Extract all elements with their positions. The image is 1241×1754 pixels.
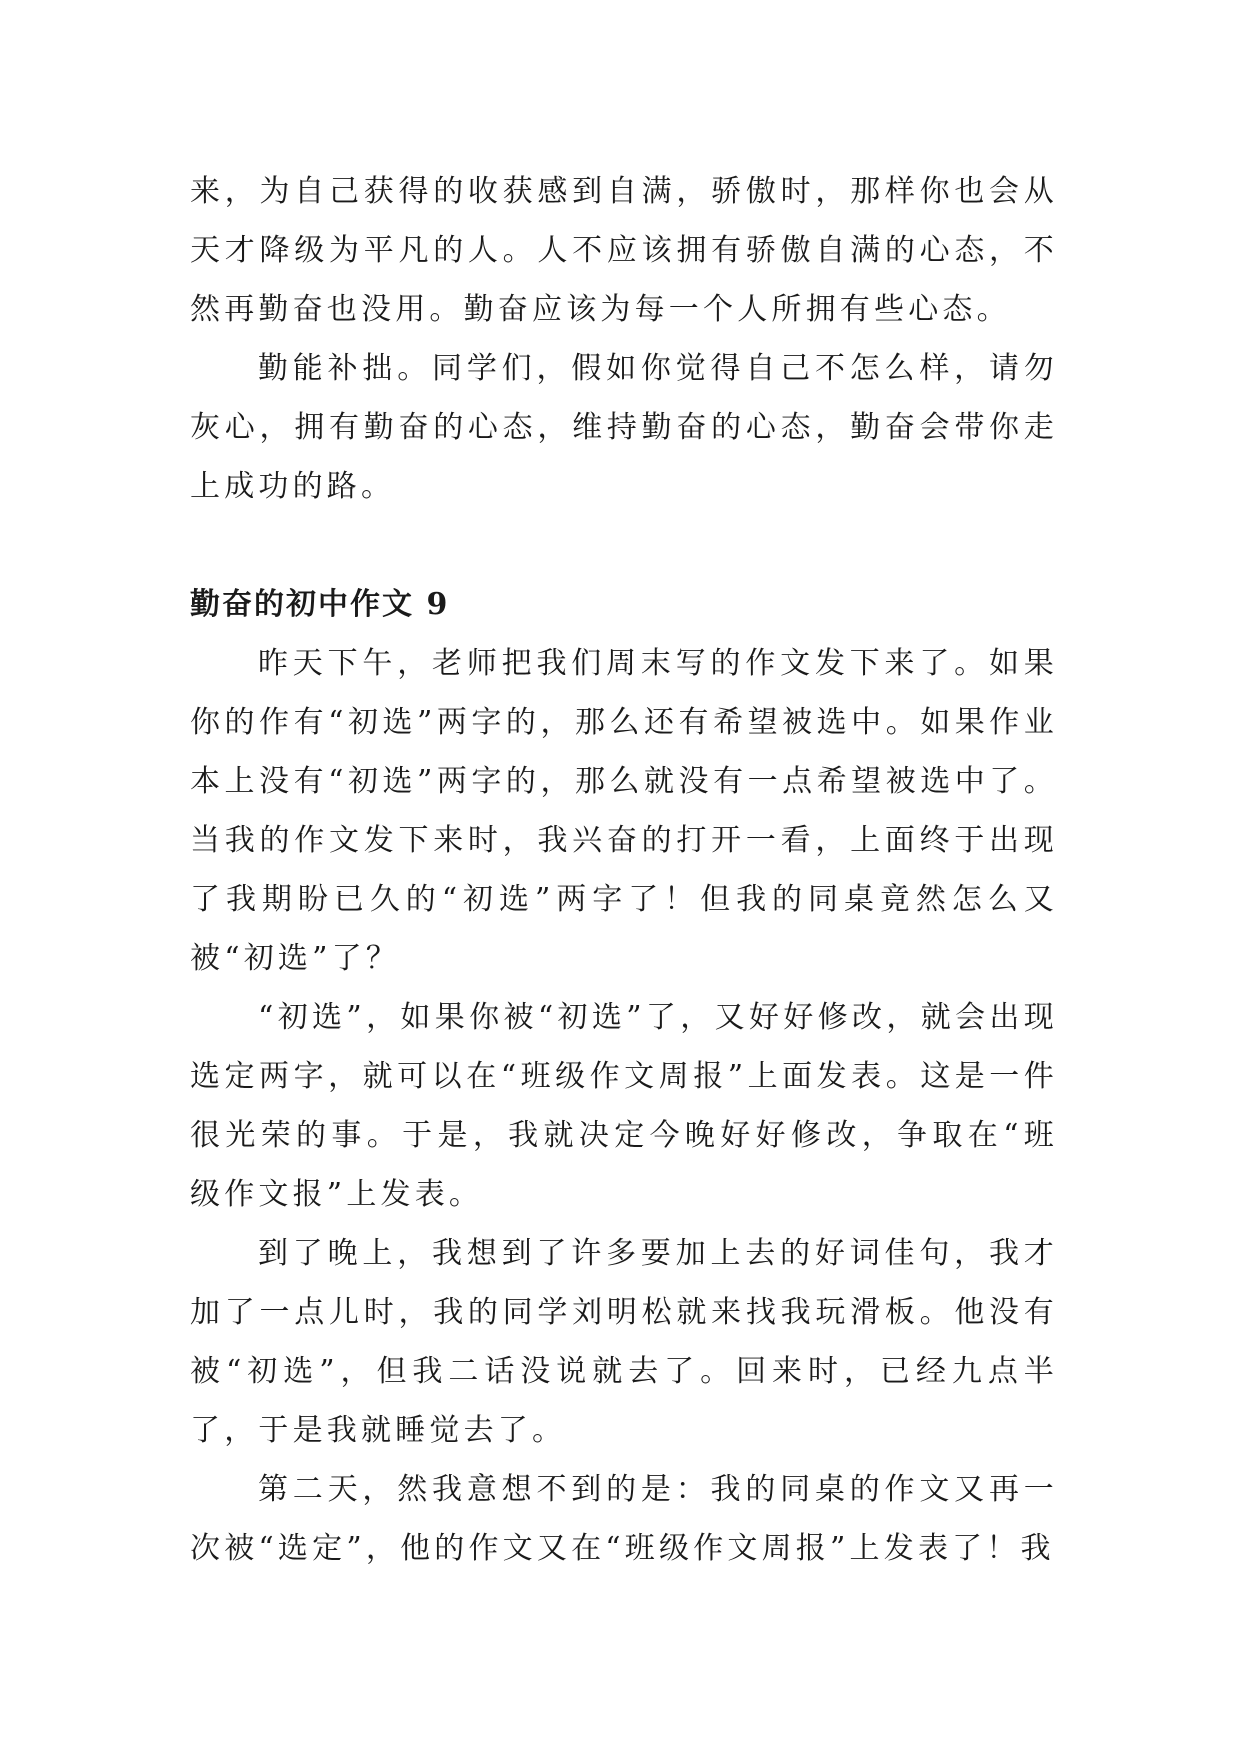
continuation-paragraph: 来，为自己获得的收获感到自满，骄傲时，那样你也会从天才降级为平凡的人。人不应该拥有骄傲自满的心态，不然再勤奋也没用。勤奋应该为每一个人所拥有些心态。 — [190, 174, 1058, 327]
section-title: 勤奋的初中作文 9 — [190, 587, 450, 622]
continuation-paragraph: 勤能补拙。同学们，假如你觉得自己不怎么样，请勿灰心，拥有勤奋的心态，维持勤奋的心态，勤奋会带你走上成功的路。 — [190, 351, 1058, 504]
body-paragraph: 到了晚上，我想到了许多要加上去的好词佳句，我才加了一点儿时，我的同学刘明松就来找我玩滑板。他没有被“初选”，但我二话没说就去了。回来时，已经九点半了，于是我就睡觉去了。 — [190, 1236, 1058, 1448]
body-paragraph: 昨天下午，老师把我们周末写的作文发下来了。如果你的作有“初选”两字的，那么还有希望被选中。如果作业本上没有“初选”两字的，那么就没有一点希望被选中了。当我的作文发下来时，我兴奋的打开一看，上面终于出现了我期盼已久的“初选”两字了！但我的同桌竟然怎么又被“初选”了？ — [190, 646, 1058, 976]
body-paragraph: “初选”，如果你被“初选”了，又好好修改，就会出现选定两字，就可以在“班级作文周报”上面发表。这是一件很光荣的事。于是，我就决定今晚好好修改，争取在“班级作文报”上发表。 — [190, 1000, 1058, 1212]
body-paragraph: 第二天，然我意想不到的是：我的同桌的作文又再一次被“选定”，他的作文又在“班级作文周报”上发表了！我 — [190, 1472, 1058, 1566]
document-body — [190, 162, 1058, 1578]
